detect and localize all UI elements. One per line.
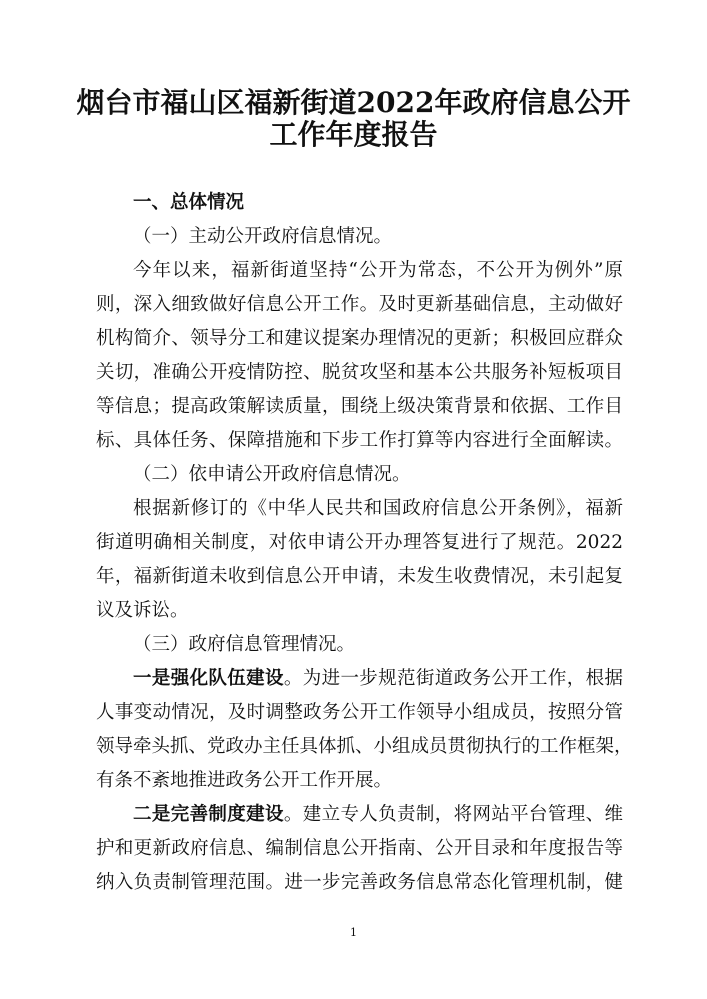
paragraph-line: 等信息；提高政策解读质量，围绕上级决策背景和依据、工作目 <box>96 396 623 417</box>
paragraph-line: 有条不紊地推进政务公开工作开展。 <box>96 770 393 791</box>
paragraph-line: 今年以来，福新街道坚持“公开为常态，不公开为例外”原 <box>133 260 623 281</box>
bold-lead: 一是强化队伍建设 <box>133 668 284 689</box>
paragraph-line: 关切，准确公开疫情防控、脱贫攻坚和基本公共服务补短板项目 <box>96 362 623 383</box>
document-body <box>96 186 633 900</box>
bold-lead: 二是完善制度建设 <box>133 804 284 825</box>
document-title-line-1: 烟台市福山区福新街道2022年政府信息公开 <box>76 86 631 119</box>
paragraph-line: 议及诉讼。 <box>96 600 189 621</box>
subsection-heading: （一）主动公开政府信息情况。 <box>133 226 393 247</box>
paragraph-line: 人事变动情况，及时调整政务公开工作领导小组成员，按照分管 <box>96 702 623 723</box>
paragraph-line: 领导牵头抓、党政办主任具体抓、小组成员贯彻执行的工作框架， <box>96 736 633 757</box>
paragraph-line: 标、具体任务、保障措施和下步工作打算等内容进行全面解读。 <box>96 430 623 451</box>
subsection-heading: （二）依申请公开政府信息情况。 <box>133 464 411 485</box>
paragraph-text: 。为进一步规范街道政务公开工作，根据 <box>283 668 623 689</box>
paragraph-line: 护和更新政府信息、编制信息公开指南、公开目录和年度报告等 <box>96 838 623 859</box>
paragraph-line: 机构简介、领导分工和建议提案办理情况的更新；积极回应群众 <box>96 328 623 349</box>
subsection-heading: （三）政府信息管理情况。 <box>133 634 356 655</box>
page-number: 1 <box>350 926 357 939</box>
document-title-line-2: 工作年度报告 <box>269 118 438 151</box>
section-heading: 一、总体情况 <box>133 192 245 213</box>
paragraph-line <box>96 662 623 696</box>
paragraph-text: 。建立专人负责制，将网站平台管理、维 <box>283 804 623 825</box>
paragraph-line: 则，深入细致做好信息公开工作。及时更新基础信息，主动做好 <box>96 294 623 315</box>
paragraph-line: 根据新修订的《中华人民共和国政府信息公开条例》，福新 <box>133 498 623 519</box>
paragraph-line: 街道明确相关制度，对依申请公开办理答复进行了规范。2022 <box>96 532 623 553</box>
paragraph-line: 年，福新街道未收到信息公开申请，未发生收费情况，未引起复 <box>96 566 623 587</box>
paragraph-line: 纳入负责制管理范围。进一步完善政务信息常态化管理机制，健 <box>96 872 623 893</box>
paragraph-line <box>96 798 623 832</box>
